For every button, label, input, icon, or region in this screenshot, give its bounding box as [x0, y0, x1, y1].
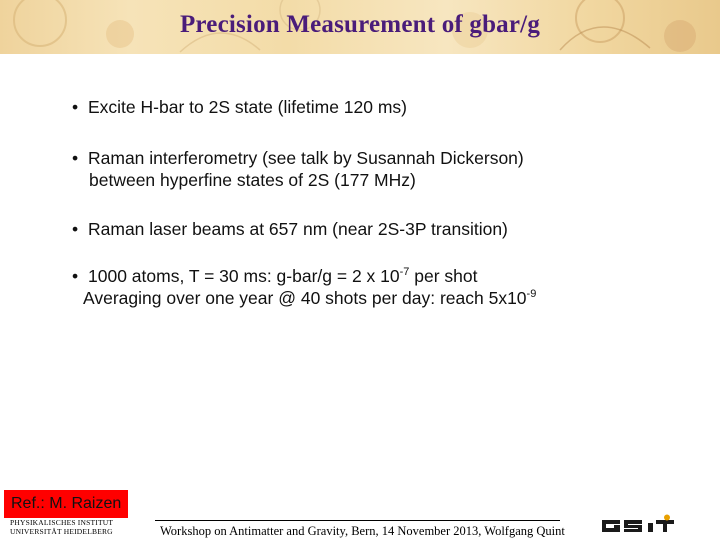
bullet-item	[72, 96, 407, 118]
logo-dot-icon	[664, 515, 670, 521]
bullet-item	[72, 265, 536, 309]
bullet-continuation: between hyperfine states of 2S (177 MHz)	[89, 170, 416, 190]
bullet-item	[72, 147, 524, 191]
bullet-text: Raman interferometry (see talk by Susannah Dickerson)	[88, 148, 524, 168]
bullet-marker: •	[72, 266, 79, 286]
institute-logo-text	[10, 518, 113, 536]
bullet-text-tail: per shot	[409, 266, 478, 286]
bullet-item	[72, 218, 508, 240]
workshop-footer: Workshop on Antimatter and Gravity, Bern, 14 November 2013, Wolfgang Quint	[160, 524, 565, 538]
bullet-continuation-text: Averaging over one year @ 40 shots per day: reach 5x10	[83, 288, 527, 308]
gsi-logo	[600, 514, 680, 536]
bullet-marker: •	[72, 219, 79, 239]
reference-box: Ref.: M. Raizen	[4, 490, 128, 518]
bullet-text: 1000 atoms, T = 30 ms: g-bar/g = 2 x 10	[88, 266, 400, 286]
bullet-text: Raman laser beams at 657 nm (near 2S-3P transition)	[88, 219, 508, 239]
exponent: -9	[526, 288, 537, 300]
institute-line: UNIVERSITÄT HEIDELBERG	[10, 527, 113, 536]
bullet-marker: •	[72, 97, 79, 117]
bullet-continuation	[72, 287, 536, 309]
slide-title: Precision Measurement of gbar/g	[179, 11, 541, 38]
title-banner	[0, 0, 720, 54]
institute-line: PHYSIKALISCHES INSTITUT	[10, 518, 114, 527]
bullet-marker: •	[72, 148, 79, 168]
bullet-text: Excite H-bar to 2S state (lifetime 120 ms)	[88, 97, 407, 117]
exponent: -7	[399, 266, 410, 278]
footer-divider	[155, 520, 560, 521]
